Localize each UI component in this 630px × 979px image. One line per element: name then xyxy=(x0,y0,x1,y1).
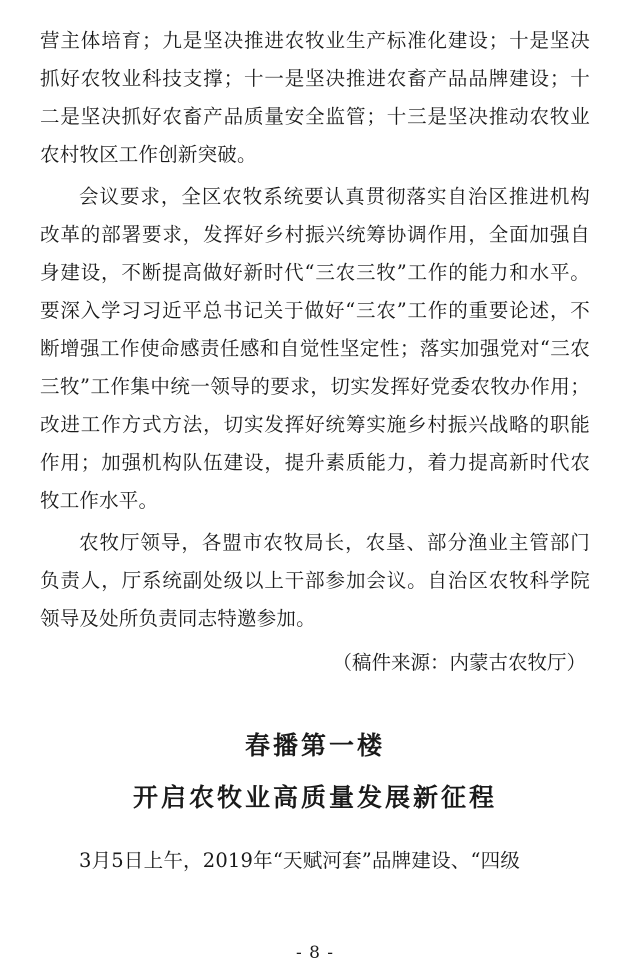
source-note: （稿件来源：内蒙古农牧厅） xyxy=(332,651,586,674)
headline-line-1: 春播第一楼 xyxy=(244,731,385,760)
paragraph-attendees: 农牧厅领导，各盟市农牧局长，农垦、部分渔业主管部门负责人，厅系统副处级以上干部参加会议。自治区农牧科学院领导及处所负责同志特邀参加。 xyxy=(40,531,590,630)
paragraph-continued: 营主体培育；九是坚决推进农牧业生产标准化建设；十是坚决抓好农牧业科技支撑；十一是坚决推进农畜产品品牌建设；十二是坚决抓好农畜产品质量安全监管；十三是坚决推动农牧业农村牧区工作创新突破。 xyxy=(40,29,590,166)
page-number: - 8 - xyxy=(295,943,335,963)
paragraph-meeting-requirements: 会议要求，全区农牧系统要认真贯彻落实自治区推进机构改革的部署要求，发挥好乡村振兴统筹协调作用，全面加强自身建设，不断提高做好新时代“三农三牧”工作的能力和水平。要深入学习习近平总书记关于做好“三农”工作的重要论述，不断增强工作使命感责任感和自觉性坚定性；落实加强党对“三农三牧”工作集中统一领导的要求，切实发挥好党委农牧办作用；改进工作方式方法，切实发挥好统筹实施乡村振兴战略的职能作用；加强机构队伍建设，提升素质能力，着力提高新时代农牧工作水平。 xyxy=(40,185,590,512)
headline-line-2: 开启农牧业高质量发展新征程 xyxy=(132,783,497,812)
article-opening-paragraph: 3月5日上午，2019年“天赋河套”品牌建设、“四级 xyxy=(79,849,521,872)
article-headline xyxy=(40,720,590,824)
